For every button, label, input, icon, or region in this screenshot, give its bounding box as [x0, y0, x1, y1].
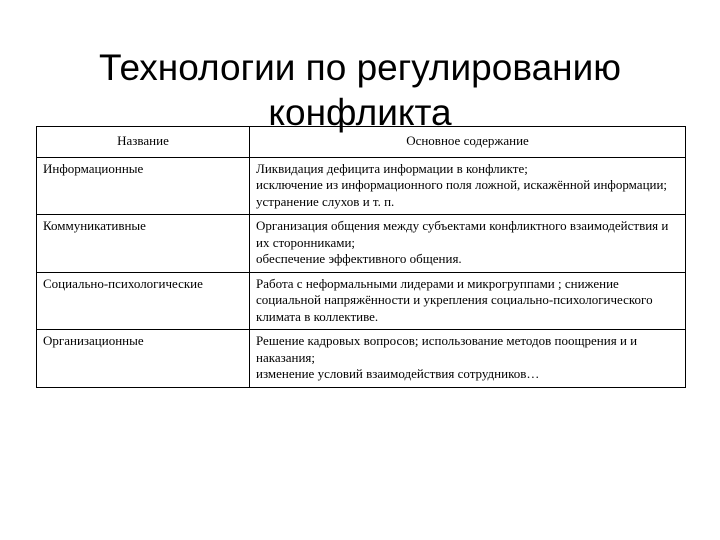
content-line: обеспечение эффективного общения. — [256, 251, 462, 266]
page-title — [40, 45, 680, 135]
content-line: Работа с неформальными лидерами и микрогруппами ; снижение социальной напряжённости и укрепления социально-психологического климата в коллективе. — [256, 275, 653, 324]
content-line: Ликвидация дефицита информации в конфликте; — [256, 160, 528, 176]
row-content-cell — [250, 215, 686, 273]
row-name-cell: Социально-психологические — [37, 272, 250, 330]
column-header-content: Основное содержание — [250, 127, 686, 158]
content-line: изменение условий взаимодействия сотрудников… — [256, 366, 540, 381]
row-name-cell: Информационные — [37, 157, 250, 215]
row-name-cell: Коммуникативные — [37, 215, 250, 273]
table-row — [37, 157, 686, 215]
table-row — [37, 272, 686, 330]
row-content-cell — [250, 272, 686, 330]
content-line: исключение из информационного поля ложной, искажённой информации; — [256, 177, 668, 192]
technologies-table — [36, 126, 686, 388]
row-name-cell: Организационные — [37, 330, 250, 388]
table-header-row — [37, 127, 686, 158]
row-content-cell — [250, 157, 686, 215]
content-line: устранение слухов и т. п. — [256, 193, 395, 209]
content-line: Организация общения между субъектами конфликтного взаимодействия и их сторонниками; — [256, 218, 669, 250]
title-line-1: Технологии по регулированию — [99, 46, 621, 88]
title-line-2: конфликта — [268, 91, 452, 133]
column-header-name: Название — [37, 127, 250, 158]
content-line: Решение кадровых вопросов; использование методов поощрения и и наказания; — [256, 333, 638, 365]
row-content-cell — [250, 330, 686, 388]
table-row — [37, 215, 686, 273]
table-row — [37, 330, 686, 388]
